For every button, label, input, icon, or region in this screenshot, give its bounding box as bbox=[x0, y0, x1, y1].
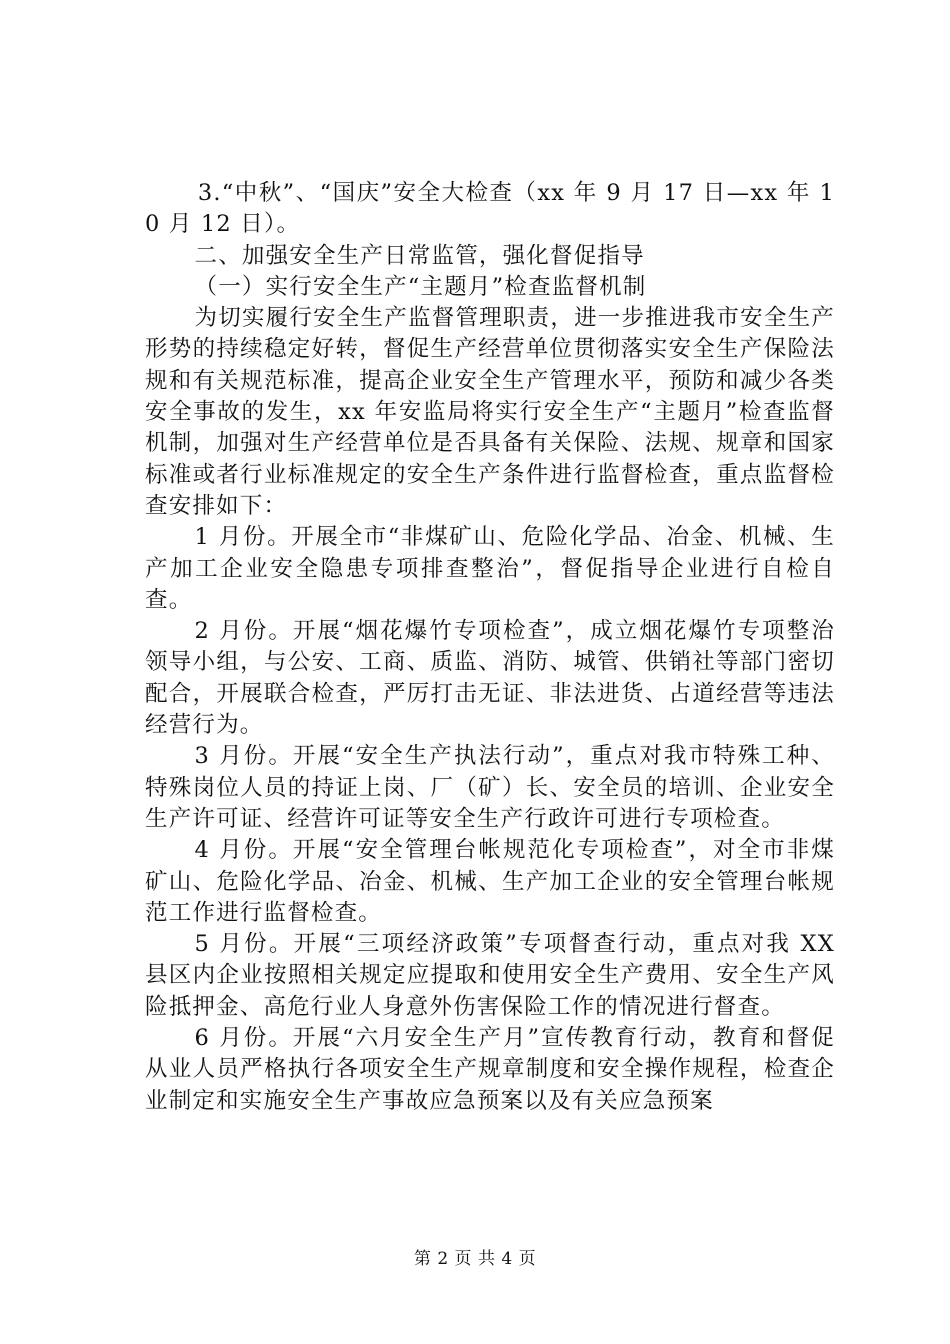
paragraph-1: 3.“中秋”、“国庆”安全大检查（xx 年 9 月 17 日—xx 年 10 月 12 日）。 bbox=[145, 180, 835, 238]
paragraph-january: 1 月份。开展全市“非煤矿山、危险化学品、冶金、机械、生产加工企业安全隐患专项排查整治”，督促指导企业进行自检自查。 bbox=[145, 524, 835, 613]
page-number: 第 2 页 共 4 页 bbox=[413, 1249, 537, 1269]
paragraph-march: 3 月份。开展“安全生产执法行动”，重点对我市特殊工种、特殊岗位人员的持证上岗、厂（矿）长、安全员的培训、企业安全生产许可证、经营许可证等安全生产行政许可进行专项检查。 bbox=[145, 743, 835, 832]
paragraph-intro: 为切实履行安全生产监督管理职责，进一步推进我市安全生产形势的持续稳定好转，督促生产经营单位贯彻落实安全生产保险法规和有关规范标准，提高企业安全生产管理水平，预防和减少各类安全事故的发生，xx 年安监局将实行安全生产“主题月”检查监督机制，加强对生产经营单位是否具备有关保险、法规、规章和国家标准或者行业标准规定的安全生产条件进行监督检查，重点监督检查安排如下： bbox=[145, 305, 835, 519]
page-footer bbox=[0, 1244, 950, 1269]
paragraph-april: 4 月份。开展“安全管理台帐规范化专项检查”，对全市非煤矿山、危险化学品、冶金、机械、生产加工企业的安全管理台帐规范工作进行监督检查。 bbox=[145, 837, 835, 926]
paragraph-february: 2 月份。开展“烟花爆竹专项检查”，成立烟花爆竹专项整治领导小组，与公安、工商、质监、消防、城管、供销社等部门密切配合，开展联合检查，严厉打击无证、非法进货、占道经营等违法经营行为。 bbox=[145, 618, 835, 739]
paragraph-june: 6 月份。开展“六月安全生产月”宣传教育行动，教育和督促从业人员严格执行各项安全生产规章制度和安全操作规程，检查企业制定和实施安全生产事故应急预案以及有关应急预案 bbox=[145, 1025, 835, 1114]
paragraph-may: 5 月份。开展“三项经济政策”专项督查行动，重点对我 XX 县区内企业按照相关规定应提取和使用安全生产费用、安全生产风险抵押金、高危行业人身意外伤害保险工作的情况进行督查。 bbox=[145, 931, 835, 1020]
subsection-heading: （一）实行安全生产“主题月”检查监督机制 bbox=[194, 273, 647, 300]
document-body bbox=[145, 178, 835, 1117]
section-heading: 二、加强安全生产日常监管，强化督促指导 bbox=[194, 242, 645, 269]
